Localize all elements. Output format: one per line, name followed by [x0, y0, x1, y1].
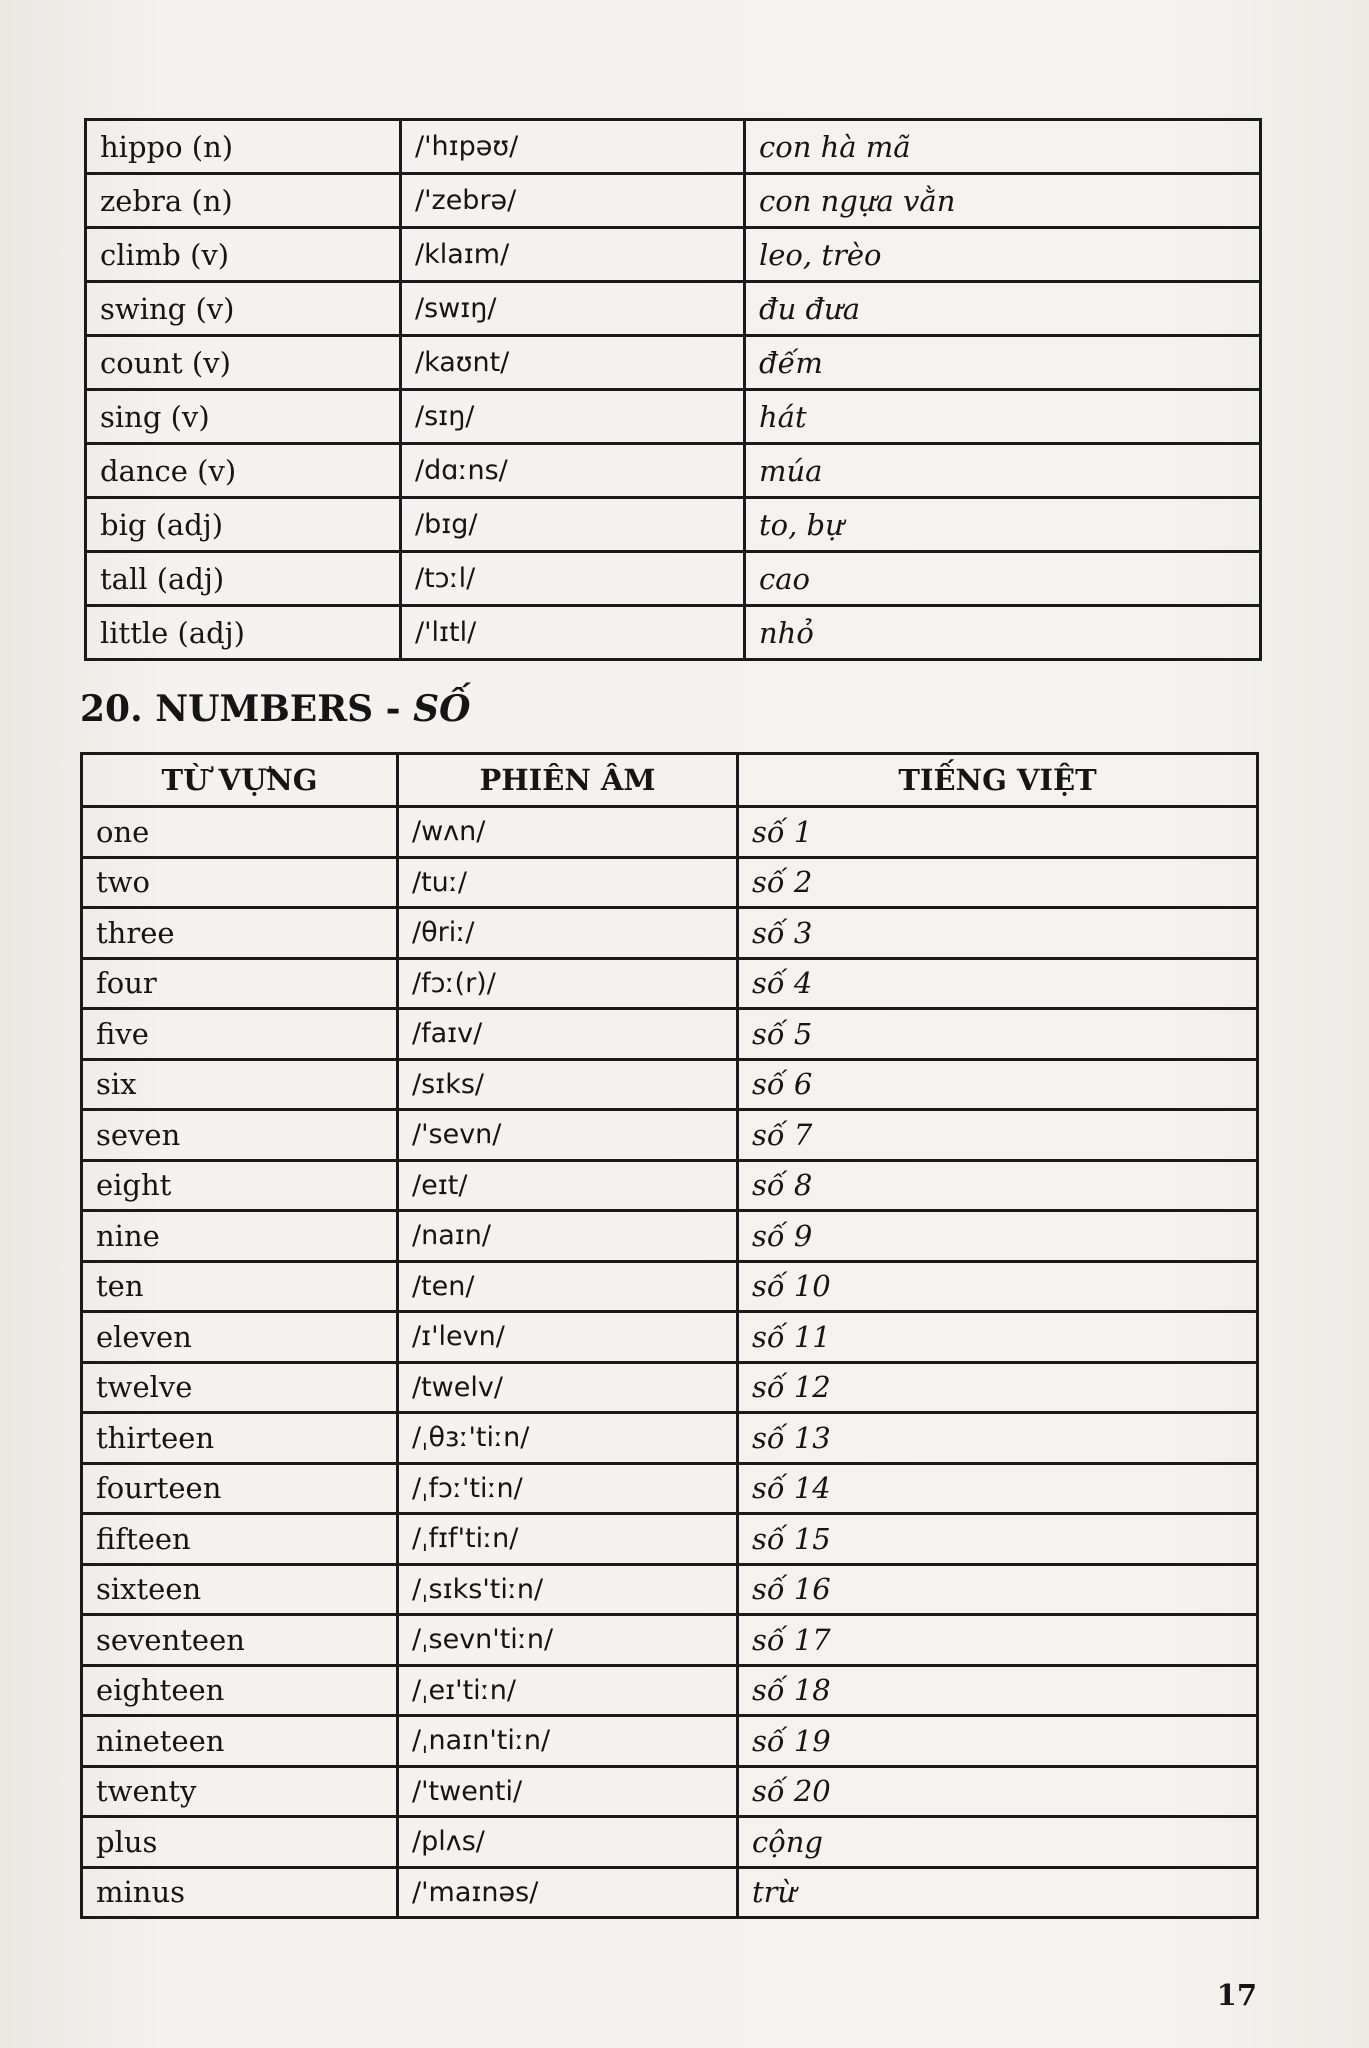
- table-row: [82, 1160, 1258, 1211]
- cell-pronunciation: /faɪv/: [398, 1009, 738, 1060]
- cell-vietnamese-meaning: số 10: [738, 1261, 1258, 1312]
- cell-pronunciation: /kaʊnt/: [401, 336, 745, 390]
- cell-pronunciation: /wʌn/: [398, 807, 738, 858]
- cell-vietnamese-meaning: số 1: [738, 807, 1258, 858]
- table-row: [82, 1312, 1258, 1363]
- table-row: [82, 1867, 1258, 1918]
- cell-word: hippo (n): [86, 120, 401, 174]
- cell-pronunciation: /tɔːl/: [401, 552, 745, 606]
- cell-vietnamese-meaning: con hà mã: [745, 120, 1261, 174]
- cell-pronunciation: /ˌsevn'tiːn/: [398, 1615, 738, 1666]
- cell-vietnamese-meaning: cộng: [738, 1817, 1258, 1868]
- page-number: 17: [1216, 1978, 1257, 2012]
- cell-pronunciation: /naɪn/: [398, 1211, 738, 1262]
- cell-pronunciation: /swɪŋ/: [401, 282, 745, 336]
- cell-vietnamese-meaning: số 6: [738, 1059, 1258, 1110]
- cell-vietnamese-meaning: số 3: [738, 908, 1258, 959]
- vocabulary-table-body: [86, 120, 1261, 660]
- table-row: [82, 1413, 1258, 1464]
- cell-vietnamese-meaning: số 9: [738, 1211, 1258, 1262]
- table-row: [82, 1059, 1258, 1110]
- cell-pronunciation: /'maɪnəs/: [398, 1867, 738, 1918]
- cell-word: two: [82, 857, 398, 908]
- section-number: 20.: [80, 688, 143, 730]
- cell-pronunciation: /dɑːns/: [401, 444, 745, 498]
- cell-word: sing (v): [86, 390, 401, 444]
- cell-vietnamese-meaning: đếm: [745, 336, 1261, 390]
- numbers-table-header: [82, 754, 1258, 807]
- cell-vietnamese-meaning: số 8: [738, 1160, 1258, 1211]
- cell-word: zebra (n): [86, 174, 401, 228]
- cell-pronunciation: /ˌfɔː'tiːn/: [398, 1463, 738, 1514]
- cell-word: tall (adj): [86, 552, 401, 606]
- cell-pronunciation: /ˌfɪf'tiːn/: [398, 1514, 738, 1565]
- cell-word: climb (v): [86, 228, 401, 282]
- cell-pronunciation: /tuː/: [398, 857, 738, 908]
- cell-word: swing (v): [86, 282, 401, 336]
- cell-word: dance (v): [86, 444, 401, 498]
- table-row: [82, 1766, 1258, 1817]
- cell-vietnamese-meaning: đu đưa: [745, 282, 1261, 336]
- table-row: [82, 1665, 1258, 1716]
- cell-pronunciation: /fɔː(r)/: [398, 958, 738, 1009]
- column-header-pronunciation: PHIÊN ÂM: [398, 754, 738, 807]
- cell-pronunciation: /bɪg/: [401, 498, 745, 552]
- table-row: [82, 958, 1258, 1009]
- cell-vietnamese-meaning: nhỏ: [745, 606, 1261, 660]
- cell-vietnamese-meaning: số 13: [738, 1413, 1258, 1464]
- cell-vietnamese-meaning: số 16: [738, 1564, 1258, 1615]
- cell-vietnamese-meaning: leo, trèo: [745, 228, 1261, 282]
- cell-word: five: [82, 1009, 398, 1060]
- cell-word: one: [82, 807, 398, 858]
- cell-word: minus: [82, 1867, 398, 1918]
- cell-pronunciation: /ˌnaɪn'tiːn/: [398, 1716, 738, 1767]
- table-row: [86, 336, 1261, 390]
- column-header-vietnamese: TIẾNG VIỆT: [738, 754, 1258, 807]
- table-row: [82, 1716, 1258, 1767]
- cell-word: twenty: [82, 1766, 398, 1817]
- cell-pronunciation: /eɪt/: [398, 1160, 738, 1211]
- cell-vietnamese-meaning: số 2: [738, 857, 1258, 908]
- cell-pronunciation: /sɪks/: [398, 1059, 738, 1110]
- cell-word: four: [82, 958, 398, 1009]
- cell-pronunciation: /twelv/: [398, 1362, 738, 1413]
- cell-pronunciation: /ɪ'levn/: [398, 1312, 738, 1363]
- cell-word: little (adj): [86, 606, 401, 660]
- cell-pronunciation: /ˌsɪks'tiːn/: [398, 1564, 738, 1615]
- cell-pronunciation: /'sevn/: [398, 1110, 738, 1161]
- table-row: [86, 120, 1261, 174]
- section-title-english: NUMBERS -: [155, 688, 401, 730]
- cell-pronunciation: /θriː/: [398, 908, 738, 959]
- section-heading: [80, 688, 471, 730]
- column-header-vocabulary: TỪ VỰNG: [82, 754, 398, 807]
- numbers-vocabulary-table: [80, 752, 1259, 1919]
- table-row: [82, 1110, 1258, 1161]
- cell-word: nine: [82, 1211, 398, 1262]
- cell-pronunciation: /'zebrə/: [401, 174, 745, 228]
- table-row: [82, 1817, 1258, 1868]
- cell-vietnamese-meaning: số 19: [738, 1716, 1258, 1767]
- table-row: [82, 1009, 1258, 1060]
- cell-vietnamese-meaning: múa: [745, 444, 1261, 498]
- cell-word: seventeen: [82, 1615, 398, 1666]
- cell-pronunciation: /sɪŋ/: [401, 390, 745, 444]
- table-row: [86, 444, 1261, 498]
- table-row: [82, 1261, 1258, 1312]
- cell-word: plus: [82, 1817, 398, 1868]
- cell-word: thirteen: [82, 1413, 398, 1464]
- cell-pronunciation: /ˌeɪ'tiːn/: [398, 1665, 738, 1716]
- cell-word: count (v): [86, 336, 401, 390]
- table-row: [86, 228, 1261, 282]
- cell-word: sixteen: [82, 1564, 398, 1615]
- table-row: [86, 282, 1261, 336]
- cell-pronunciation: /klaɪm/: [401, 228, 745, 282]
- cell-word: eleven: [82, 1312, 398, 1363]
- table-row: [82, 1514, 1258, 1565]
- cell-word: eighteen: [82, 1665, 398, 1716]
- cell-word: six: [82, 1059, 398, 1110]
- cell-vietnamese-meaning: số 12: [738, 1362, 1258, 1413]
- cell-vietnamese-meaning: trừ: [738, 1867, 1258, 1918]
- table-row: [82, 1564, 1258, 1615]
- cell-vietnamese-meaning: số 17: [738, 1615, 1258, 1666]
- cell-pronunciation: /'lɪtl/: [401, 606, 745, 660]
- cell-pronunciation: /'hɪpəʊ/: [401, 120, 745, 174]
- section-title-vietnamese: SỐ: [413, 688, 471, 730]
- table-row: [86, 552, 1261, 606]
- table-row: [82, 1615, 1258, 1666]
- table-row: [86, 606, 1261, 660]
- table-row: [86, 390, 1261, 444]
- table-row: [82, 1211, 1258, 1262]
- cell-vietnamese-meaning: số 18: [738, 1665, 1258, 1716]
- cell-vietnamese-meaning: số 5: [738, 1009, 1258, 1060]
- table-row: [82, 908, 1258, 959]
- table-row: [82, 1362, 1258, 1413]
- cell-vietnamese-meaning: số 14: [738, 1463, 1258, 1514]
- cell-word: big (adj): [86, 498, 401, 552]
- cell-vietnamese-meaning: số 20: [738, 1766, 1258, 1817]
- cell-pronunciation: /plʌs/: [398, 1817, 738, 1868]
- table-row: [82, 1463, 1258, 1514]
- cell-word: three: [82, 908, 398, 959]
- cell-word: seven: [82, 1110, 398, 1161]
- table-row: [82, 857, 1258, 908]
- cell-word: twelve: [82, 1362, 398, 1413]
- table-row: [86, 498, 1261, 552]
- vocabulary-table-continued: [84, 118, 1262, 661]
- cell-word: nineteen: [82, 1716, 398, 1767]
- cell-vietnamese-meaning: cao: [745, 552, 1261, 606]
- cell-word: eight: [82, 1160, 398, 1211]
- cell-pronunciation: /ˌθɜː'tiːn/: [398, 1413, 738, 1464]
- table-row: [86, 174, 1261, 228]
- cell-word: ten: [82, 1261, 398, 1312]
- cell-vietnamese-meaning: số 7: [738, 1110, 1258, 1161]
- table-row: [82, 807, 1258, 858]
- cell-vietnamese-meaning: con ngựa vằn: [745, 174, 1261, 228]
- cell-vietnamese-meaning: số 4: [738, 958, 1258, 1009]
- cell-vietnamese-meaning: to, bự: [745, 498, 1261, 552]
- cell-pronunciation: /ten/: [398, 1261, 738, 1312]
- cell-vietnamese-meaning: hát: [745, 390, 1261, 444]
- cell-word: fourteen: [82, 1463, 398, 1514]
- cell-word: fifteen: [82, 1514, 398, 1565]
- cell-vietnamese-meaning: số 11: [738, 1312, 1258, 1363]
- numbers-table-body: [82, 807, 1258, 1918]
- cell-vietnamese-meaning: số 15: [738, 1514, 1258, 1565]
- cell-pronunciation: /'twenti/: [398, 1766, 738, 1817]
